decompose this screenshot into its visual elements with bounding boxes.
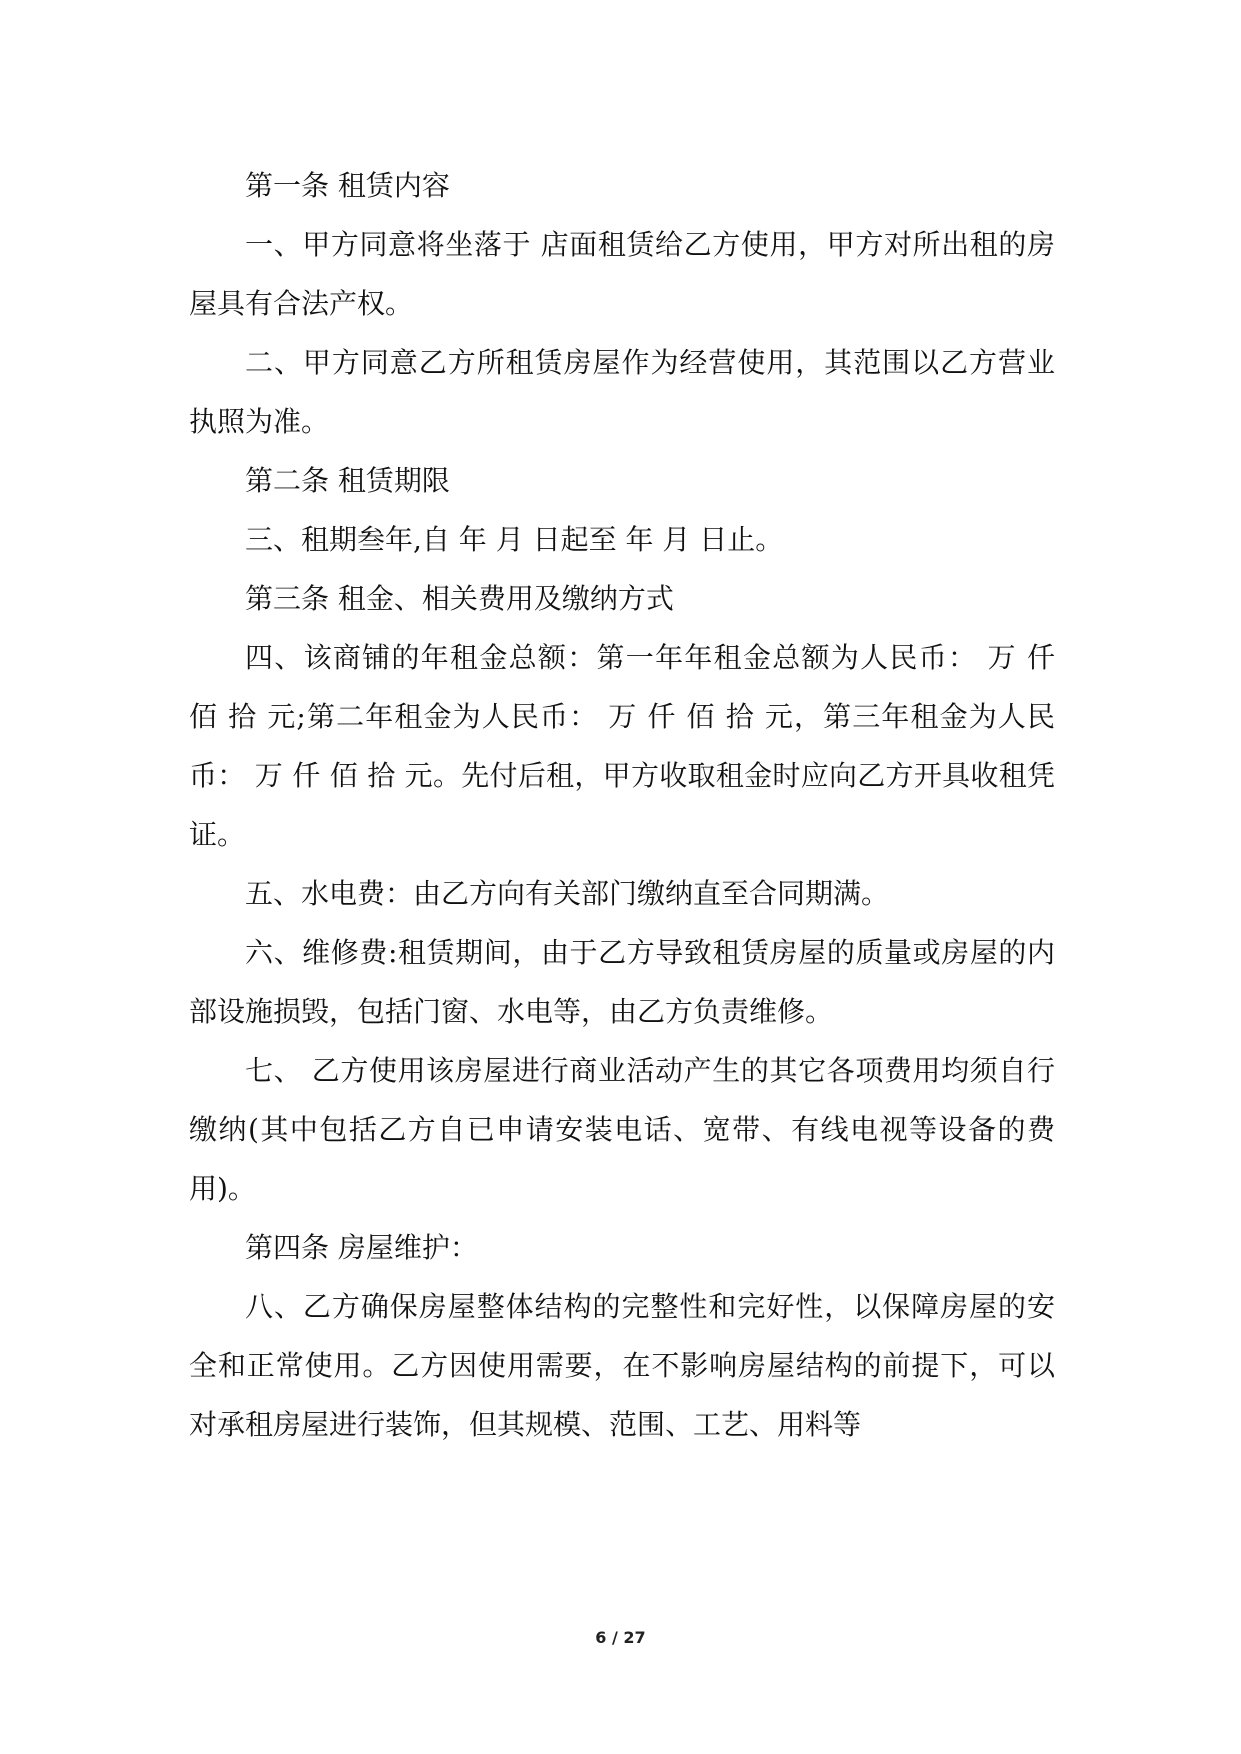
clause-6: 六、维修费:租赁期间，由于乙方导致租赁房屋的质量或房屋的内部设施损毁，包括门窗、水电等，由乙方负责维修。 (189, 936, 1055, 1028)
clause-7: 七、 乙方使用该房屋进行商业活动产生的其它各项费用均须自行缴纳(其中包括乙方自已申请安装电话、宽带、有线电视等设备的费用)。 (189, 1054, 1055, 1205)
clause-2: 二、甲方同意乙方所租赁房屋作为经营使用，其范围以乙方营业执照为准。 (189, 346, 1055, 438)
clause-5: 五、水电费：由乙方向有关部门缴纳直至合同期满。 (245, 877, 890, 910)
article-4-heading: 第四条 房屋维护： (245, 1231, 478, 1264)
clause-4: 四、该商铺的年租金总额：第一年年租金总额为人民币： 万 仟 佰 拾 元;第二年租金为人民币： 万 仟 佰 拾 元，第三年租金为人民币： 万 仟 佰 拾 元。先付后租，甲方收取租金时应向乙方开具收租凭证。 (189, 641, 1055, 851)
clause-3: 三、租期叁年,自 年 月 日起至 年 月 日止。 (245, 523, 784, 556)
article-1-heading: 第一条 租赁内容 (245, 169, 450, 202)
page-number: 6 / 27 (595, 1628, 646, 1647)
document-body (189, 156, 1055, 1454)
clause-1: 一、甲方同意将坐落于 店面租赁给乙方使用，甲方对所出租的房屋具有合法产权。 (189, 228, 1055, 320)
clause-8: 八、乙方确保房屋整体结构的完整性和完好性，以保障房屋的安全和正常使用。乙方因使用需要，在不影响房屋结构的前提下，可以对承租房屋进行装饰，但其规模、范围、工艺、用料等 (189, 1290, 1055, 1441)
article-3-heading: 第三条 租金、相关费用及缴纳方式 (245, 582, 674, 615)
article-2-heading: 第二条 租赁期限 (245, 464, 450, 497)
